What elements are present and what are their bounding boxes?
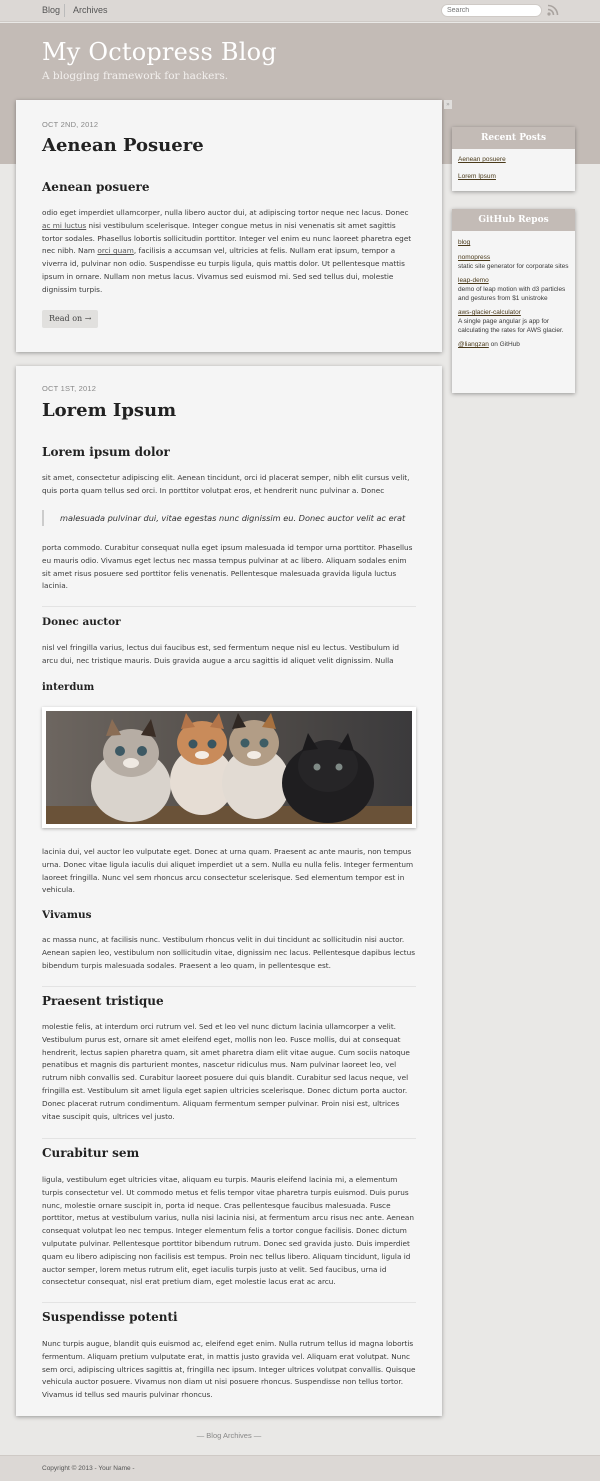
divider xyxy=(42,1302,416,1303)
post-heading: Aenean posuere xyxy=(42,180,150,194)
nav-link-blog[interactable]: Blog xyxy=(42,5,61,15)
repo-item xyxy=(452,271,575,303)
post-title[interactable]: Aenean Posuere xyxy=(42,135,204,156)
paragraph: porta commodo. Curabitur consequat nulla eget ipsum malesuada id tempor urna porttitor. Phasellus eu mauris odio. Vivamus eget lectus nec massa tempus pulvinar at ac libero. Aliquam sodales enim sit amet risus posuere sed porttitor felis venenatis. Pellentesque malesuada gravida ligula luctus lacinia. xyxy=(42,543,413,591)
recent-post-item xyxy=(452,149,575,164)
repo-description: static site generator for corporate sites xyxy=(458,263,569,270)
recent-post-link[interactable]: Lorem Ipsum xyxy=(458,173,496,180)
inline-link[interactable]: ac mi luctus xyxy=(42,220,87,230)
repo-link[interactable]: blog xyxy=(458,239,471,246)
github-repos-widget xyxy=(452,209,575,393)
section-heading: Vivamus xyxy=(42,909,92,921)
section-heading: interdum xyxy=(42,682,95,693)
blog-archives-link[interactable]: — Blog Archives — xyxy=(196,1431,262,1440)
site-title[interactable]: My Octopress Blog xyxy=(42,38,277,66)
recent-post-link[interactable]: Aenean posuere xyxy=(458,156,506,163)
nav-separator xyxy=(64,4,65,17)
post-date: OCT 1ST, 2012 xyxy=(42,384,97,393)
read-on-button[interactable]: Read on → xyxy=(42,310,98,328)
top-nav-bar xyxy=(0,0,600,22)
widget-title: Recent Posts xyxy=(452,127,575,149)
divider xyxy=(42,1138,416,1139)
repo-description: A single page angular js app for calculating the rates for AWS glacier. xyxy=(458,318,564,334)
github-user-link[interactable]: @liangzan xyxy=(458,341,489,348)
repo-link[interactable]: leap-demo xyxy=(458,277,489,284)
section-heading: Curabitur sem xyxy=(42,1146,140,1160)
repo-item xyxy=(452,231,575,247)
repo-description: demo of leap motion with d3 particles and gestures from $1 unistroke xyxy=(458,286,566,302)
site-subtitle: A blogging framework for hackers. xyxy=(42,70,229,82)
inline-link[interactable]: orci quam xyxy=(97,246,134,256)
recent-posts-widget xyxy=(452,127,575,191)
repo-link[interactable]: nomopress xyxy=(458,254,491,261)
widget-title: GitHub Repos xyxy=(452,209,575,231)
post-title[interactable]: Lorem Ipsum xyxy=(42,400,177,421)
search-input[interactable] xyxy=(441,4,542,17)
paragraph: sit amet, consectetur adipiscing elit. Aenean tincidunt, orci id placerat semper, nibh elit cursus velit, quis porta quam tellus sed orci. In porttitor volutpat eros, et hendrerit nunc pulvinar a. Donec xyxy=(42,473,410,495)
section-heading: Praesent tristique xyxy=(42,994,164,1008)
divider xyxy=(42,986,416,987)
rss-icon[interactable] xyxy=(547,4,559,16)
paragraph: Nunc turpis augue, blandit quis euismod ac, eleifend eget enim. Nulla rutrum tellus id magna lobortis fermentum. Aliquam pretium vulputate erat, in mattis justo gravida vel. Aliquam erat volutpat. Nunc sem orci, adipiscing ultrices sagittis at, fringilla nec ipsum. Integer ultrices volutpat convallis. Quisque vehicula auctor posuere. Vivamus non diam ut nisi posuere rhoncus. Suspendisse non tellus tortor. Vivamus id tellus sed mauris pulvinar rhoncus. xyxy=(42,1339,416,1400)
article-aenean-posuere xyxy=(16,100,450,352)
repo-item xyxy=(452,247,575,271)
article-lorem-ipsum xyxy=(16,366,442,1416)
paragraph: lacinia dui, vel auctor leo vulputate eget. Donec at urna quam. Praesent ac ante mauris, non tempus urna. Donec vitae ligula iaculis dui aliquet imperdiet ut a sem. Nulla eu nulla felis. Integer fermentum laoreet fringilla. Nunc vel sem rhoncus arcu consectetur scelerisque. Sed elementum tempor est in vehicula. xyxy=(42,847,414,895)
section-heading: Lorem ipsum dolor xyxy=(42,445,170,459)
paragraph: ac massa nunc, at facilisis nunc. Vestibulum rhoncus velit in dui tincidunt ac sollicitudin nisi auctor. Aenean sapien leo, vestibulum non sollicitudin vitae, dignissim nec lacus. Pellentesque dapibus lectus bibendum turpis malesuada sodales. Praesent a leo quam, in pellentesque est. xyxy=(42,935,416,970)
github-suffix: on GitHub xyxy=(488,341,520,348)
post-excerpt: odio eget imperdiet ullamcorper, nulla libero auctor dui, at adipiscing tortor neque nec lacus. Donec ac mi luctus nisi vestibulum scelerisque. Integer congue metus in nisi venenatis sit amet sagittis tortor sodales. Phasellus lobortis sollicitudin porttitor. Integer vel enim eu nunc laoreet pharetra eget nec nibh. Nam orci quam, facilisis a accumsan vel, ultricies at felis. Nullam erat ipsum, tempor a viverra id, pulvinar non odio. Suspendisse eu turpis ligula, quis mattis dolor. Ut pellentesque mattis ipsum in ornare. Nullam non metus lacus. Vivamus sed euismod mi. Sed sed tellus dui, molestie dignissim turpis. xyxy=(42,208,412,294)
divider xyxy=(42,606,416,607)
post-date: OCT 2ND, 2012 xyxy=(42,120,99,129)
paragraph: molestie felis, at interdum orci rutrum vel. Sed et leo vel nunc dictum lacinia ullamcorper a velit. Vestibulum purus est, ornare sit amet eleifend eget, mollis non leo. Fusce mollis, dui at consequat hendrerit, lectus sapien pharetra quam, sit amet pharetra diam elit vitae augue. Cum sociis natoque penatibus et magnis dis parturient montes, nascetur ridiculus mus. Nam pulvinar laoreet leo, vel rutrum nibh convallis sed. Curabitur laoreet posuere dui quis blandit. Curabitur sed lacus neque, vel fringilla est. Vestibulum sit amet ligula eget sapien ultricies scelerisque. Donec dictum porta auctor. Donec placerat rutrum condimentum. Aliquam fermentum semper pulvinar. Proin nisi est, ultrices vitae suscipit quis, ultrices vel justo. xyxy=(42,1022,410,1121)
section-heading: Suspendisse potenti xyxy=(42,1310,178,1324)
copyright-text: Copyright © 2013 - Your Name - xyxy=(42,1465,135,1472)
blockquote: malesuada pulvinar dui, vitae egestas nunc dignissim eu. Donec auctor velit ac erat xyxy=(42,510,416,526)
site-footer xyxy=(0,1455,600,1481)
kittens-image xyxy=(46,711,412,824)
github-profile xyxy=(452,335,575,349)
expand-arrow-icon: » xyxy=(444,100,452,109)
paragraph: ligula, vestibulum eget ultricies vitae, aliquam eu turpis. Mauris eleifend lacinia mi, a elementum turpis consectetur vel. Ut commodo metus et felis tempor vitae pharetra turpis euismod. Duis purus nunc, molestie ornare suscipit in, porta id neque. Cras pellentesque faucibus malesuada. Fusce porttitor, metus at vestibulum varius, nulla nisi lacinia nisi, at fermentum arcu risus nec ante. Aenean consequat volutpat leo nec tempus. Integer elementum felis a tortor congue facilisis. Donec dictum vulputate pulvinar. Pellentesque porttitor bibendum rutrum. Donec sed gravida justo. Duis imperdiet quam eu libero adipiscing non facilisis est tempus. Proin nec tellus libero. Aliquam tincidunt, ligula id auctor semper, lorem metus rutrum elit, eget iaculis turpis justo at velit. Sed faucibus, urna id consectetur consequat, nisl erat pretium diam, eget molestie lacus erat ac arcu. xyxy=(42,1175,415,1287)
nav-link-archives[interactable]: Archives xyxy=(73,5,108,15)
repo-link[interactable]: aws-glacier-calculator xyxy=(458,309,521,316)
section-heading: Donec auctor xyxy=(42,616,121,628)
recent-post-item xyxy=(452,164,575,181)
kittens-photo xyxy=(42,707,416,828)
repo-item xyxy=(452,303,575,335)
paragraph: nisl vel fringilla varius, lectus dui faucibus est, sed fermentum neque nisl eu lectus. Vestibulum id arcu dui, nec tristique mauris. Duis gravida augue a arcu sagittis id aliquet velit dignissim. Nulla xyxy=(42,643,399,665)
